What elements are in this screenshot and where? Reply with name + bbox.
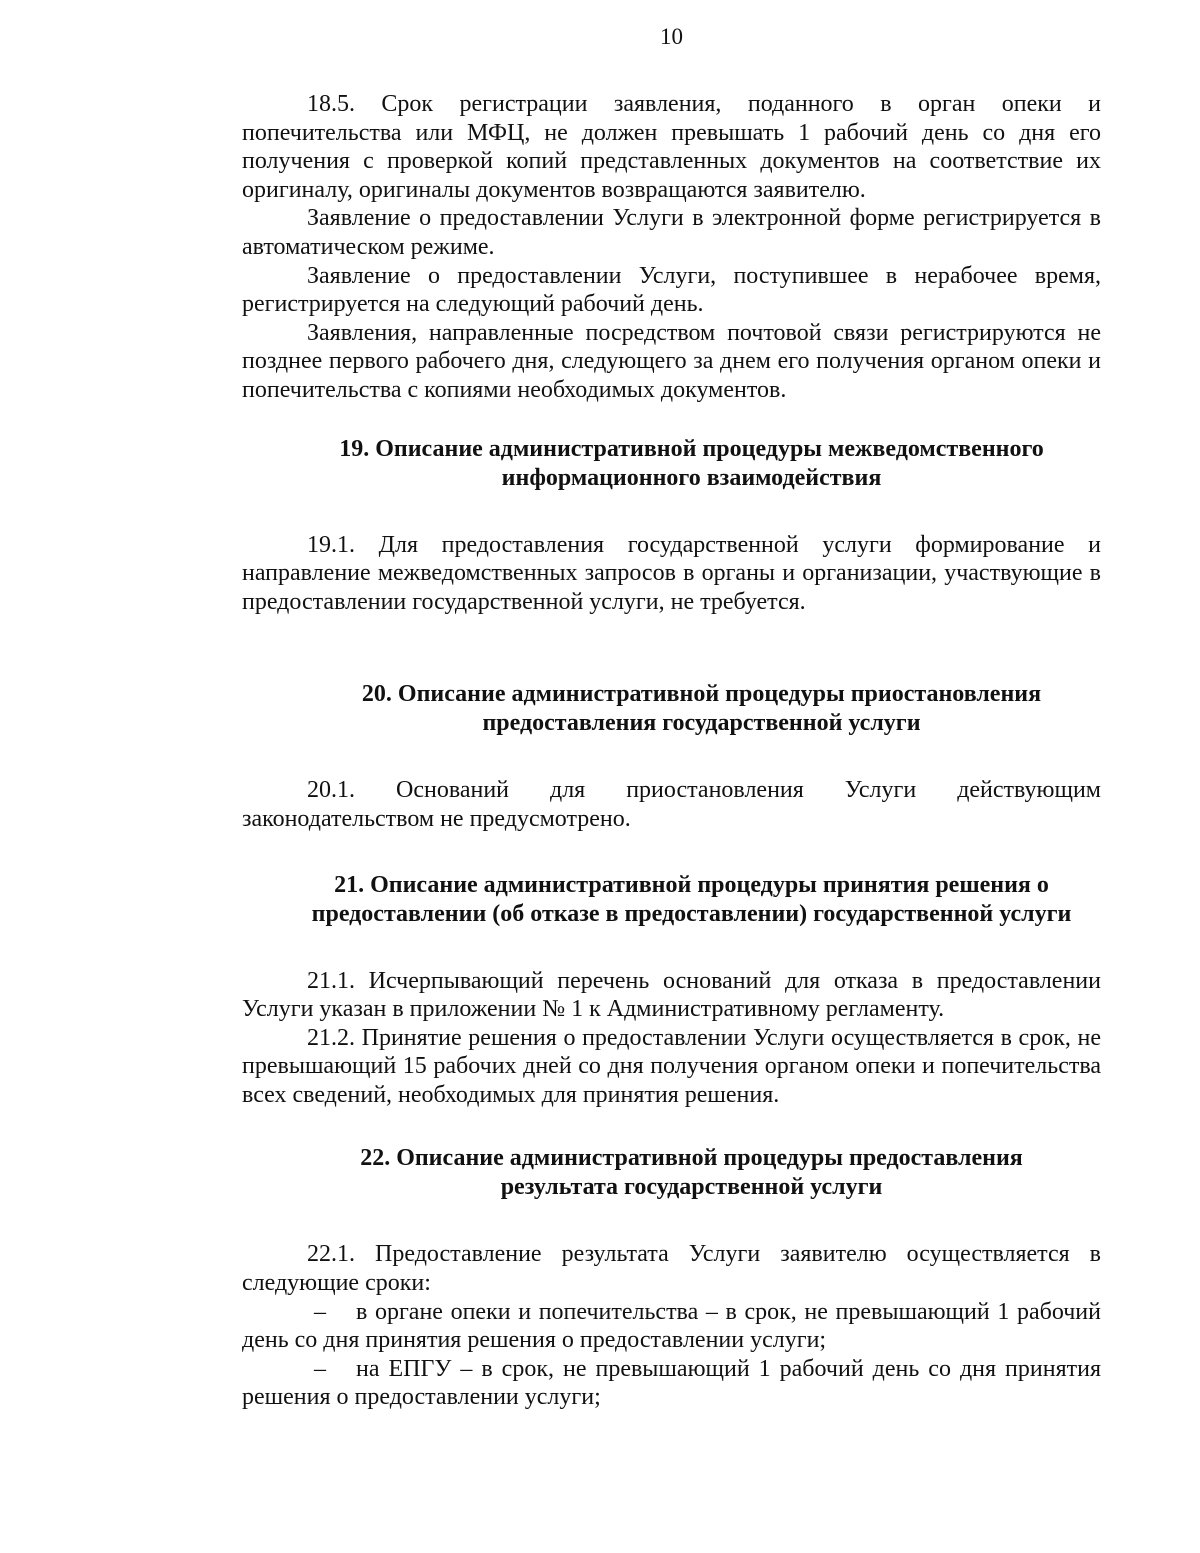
heading-19-line-2: информационного взаимодействия — [501, 464, 882, 491]
paragraph-18-nonworking: Заявление о предоставлении Услуги, поступившее в нерабочее время, регистрируется на следующий рабочий день. — [242, 262, 1101, 318]
heading-section-21 — [282, 871, 1101, 929]
heading-section-20 — [302, 680, 1101, 738]
heading-19-line-1: 19. Описание административной процедуры межведомственного — [339, 435, 1044, 462]
paragraph-18-electronic: Заявление о предоставлении Услуги в электронной форме регистрируется в автоматическом режиме. — [242, 205, 1101, 260]
dash-marker: – — [314, 1355, 326, 1382]
paragraph-18-postal: Заявления, направленные посредством почтовой связи регистрируются не позднее первого рабочего дня, следующего за днем его получения органом опеки и попечительства с копиями необходимых документов. — [242, 319, 1101, 403]
paragraph-19-1: 19.1. Для предоставления государственной услуги формирование и направление межведомственных запросов в органы и организации, участвующие в предоставлении государственной услуги, не требуется. — [242, 531, 1101, 615]
page-number: 10 — [660, 24, 683, 49]
paragraph-21-1: 21.1. Исчерпывающий перечень оснований для отказа в предоставлении Услуги указан в приложении № 1 к Административному регламенту. — [242, 967, 1101, 1023]
heading-20-line-1: 20. Описание административной процедуры приостановления — [361, 681, 1042, 708]
heading-21-line-2: предоставлении (об отказе в предоставлении) государственной услуги — [311, 900, 1072, 927]
list-item-text: в органе опеки и попечительства – в срок, не превышающий 1 рабочий день со дня принятия решения о предоставлении услуги; — [242, 1298, 1101, 1354]
document-body — [242, 90, 1101, 1412]
heading-22-line-1: 22. Описание административной процедуры предоставления — [360, 1145, 1023, 1172]
list-item-text: на ЕПГУ – в срок, не превышающий 1 рабочий день со дня принятия решения о предоставлении услуги; — [242, 1355, 1101, 1411]
heading-section-19 — [282, 435, 1101, 493]
list-item-epgu — [242, 1355, 1101, 1412]
list-item-guardianship — [242, 1298, 1101, 1355]
heading-22-line-2: результата государственной услуги — [500, 1174, 883, 1201]
heading-section-22 — [282, 1144, 1101, 1202]
heading-21-line-1: 21. Описание административной процедуры принятия решения о — [334, 871, 1049, 898]
heading-20-line-2: предоставления государственной услуги — [482, 710, 921, 737]
paragraph-18-5: 18.5. Срок регистрации заявления, поданного в орган опеки и попечительства или МФЦ, не должен превышать 1 рабочий день со дня его получения с проверкой копий представленных документов на соответствие их оригиналу, оригиналы документов возвращаются заявителю. — [242, 91, 1101, 203]
dash-marker: – — [314, 1298, 326, 1325]
paragraph-20-1: 20.1. Оснований для приостановления Услуги действующим законодательством не предусмотрено. — [242, 777, 1101, 832]
paragraph-22-1: 22.1. Предоставление результата Услуги заявителю осуществляется в следующие сроки: — [242, 1241, 1101, 1297]
paragraph-21-2: 21.2. Принятие решения о предоставлении Услуги осуществляется в срок, не превышающий 15 рабочих дней со дня получения органом опеки и попечительства всех сведений, необходимых для принятия решения. — [242, 1024, 1101, 1108]
